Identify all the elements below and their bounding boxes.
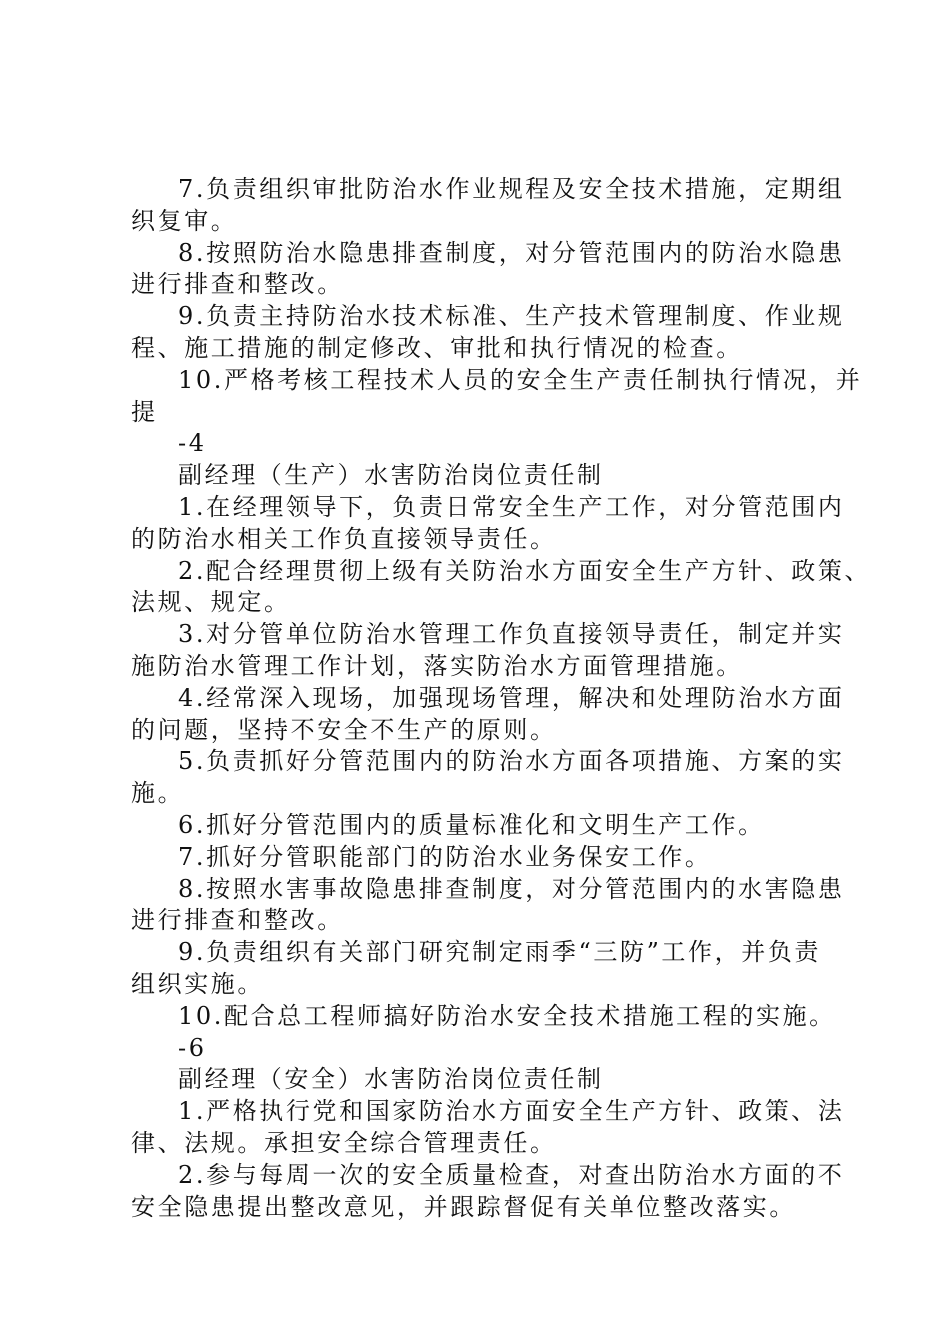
text-line: 5.负责抓好分管范围内的防治水方面各项措施、方案的实	[178, 747, 845, 776]
text-line: 10.严格考核工程技术人员的安全生产责任制执行情况，并	[178, 365, 863, 394]
text-line: 9.负责主持防治水技术标准、生产技术管理制度、作业规	[178, 302, 845, 331]
section-title: 副经理（生产）水害防治岗位责任制	[178, 461, 604, 490]
text-line: 7.抓好分管职能部门的防治水业务保安工作。	[178, 842, 712, 871]
text-line: 7.负责组织审批防治水作业规程及安全技术措施，定期组	[178, 175, 845, 203]
text-line: 6.抓好分管范围内的质量标准化和文明生产工作。	[178, 810, 765, 839]
text-line: 8.按照防治水隐患排查制度，对分管范围内的防治水隐患	[178, 238, 845, 267]
text-line: 进行排查和整改。	[131, 906, 344, 935]
text-line: 9.负责组织有关部门研究制定雨季“三防”工作，并负责	[178, 938, 822, 967]
text-line: 提	[131, 397, 158, 426]
text-line: 安全隐患提出整改意见，并跟踪督促有关单位整改落实。	[131, 1192, 796, 1221]
text-line: 进行排查和整改。	[131, 270, 344, 299]
text-line: 1.在经理领导下，负责日常安全生产工作，对分管范围内	[178, 492, 845, 521]
text-line: 律、法规。承担安全综合管理责任。	[131, 1128, 557, 1157]
text-line: 1.严格执行党和国家防治水方面安全生产方针、政策、法	[178, 1097, 845, 1126]
text-line: 施。	[131, 779, 185, 808]
text-line: 2.参与每周一次的安全质量检查，对查出防治水方面的不	[178, 1160, 845, 1189]
page-number: -6	[178, 1033, 207, 1062]
text-line: 组织实施。	[131, 969, 264, 998]
document-body	[131, 174, 872, 1223]
text-line: 法规、规定。	[131, 588, 291, 617]
text-line: 的防治水相关工作负直接领导责任。	[131, 524, 557, 553]
text-line: 10.配合总工程师搞好防治水安全技术措施工程的实施。	[178, 1001, 836, 1030]
text-line: 程、施工措施的制定修改、审批和执行情况的检查。	[131, 333, 743, 362]
text-line: 4.经常深入现场，加强现场管理，解决和处理防治水方面	[178, 683, 845, 712]
text-line: 8.按照水害事故隐患排查制度，对分管范围内的水害隐患	[178, 874, 845, 903]
section-title: 副经理（安全）水害防治岗位责任制	[178, 1065, 604, 1094]
text-line: 3.对分管单位防治水管理工作负直接领导责任，制定并实	[178, 620, 845, 649]
text-line: 织复审。	[131, 206, 238, 235]
text-line: 的问题，坚持不安全不生产的原则。	[131, 715, 557, 744]
page-number: -4	[178, 429, 207, 458]
text-line: 施防治水管理工作计划，落实防治水方面管理措施。	[131, 651, 743, 680]
text-line: 2.配合经理贯彻上级有关防治水方面安全生产方针、政策、	[178, 556, 872, 585]
